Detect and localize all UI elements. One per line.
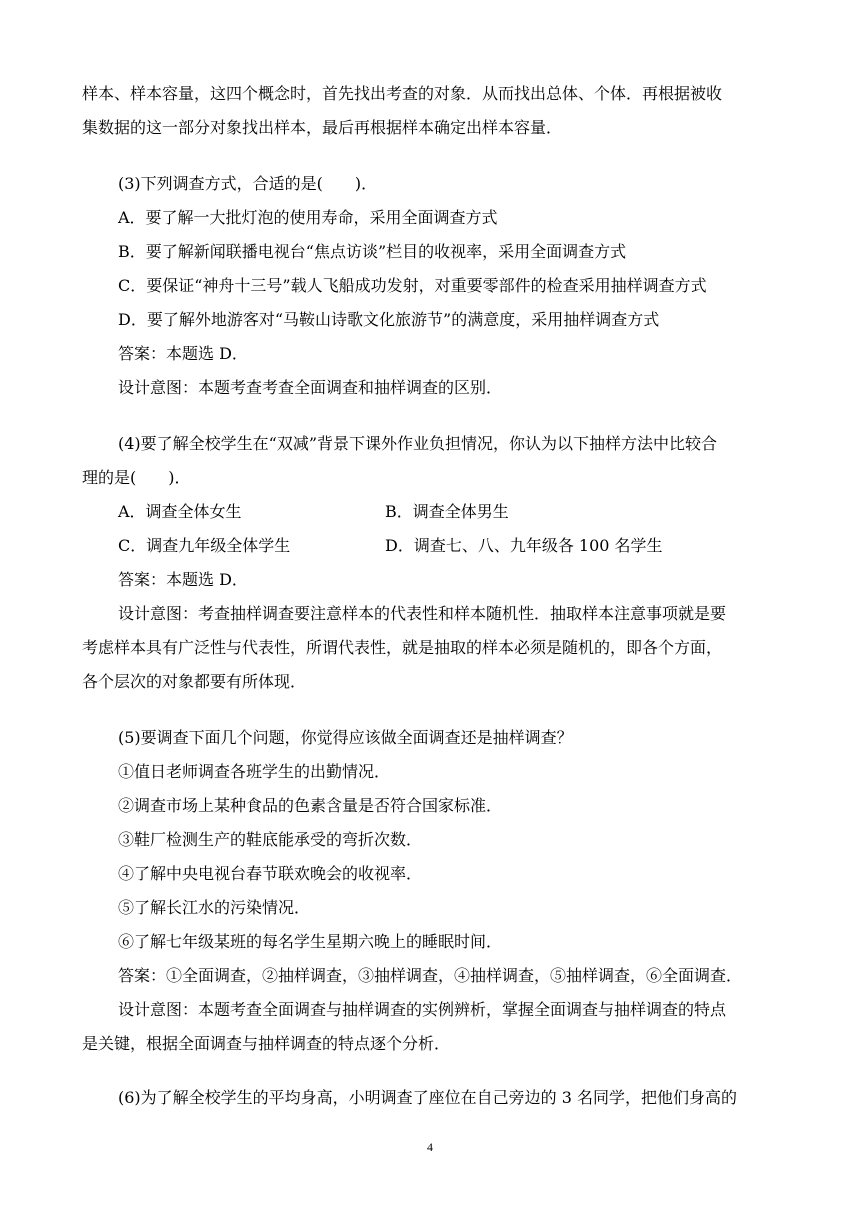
q3-option-d: D．要了解外地游客对“马鞍山诗歌文化旅游节”的满意度，采用抽样调查方式 — [118, 310, 660, 329]
q4-answer: 答案：本题选 D． — [118, 570, 248, 589]
q4-option-c: C．调查九年级全体学生 — [118, 536, 291, 555]
q5-answer: 答案：①全面调查，②抽样调查，③抽样调查，④抽样调查，⑤抽样调查，⑥全面调查． — [118, 966, 743, 985]
q3-option-a: A．要了解一大批灯泡的使用寿命，采用全面调查方式 — [118, 208, 498, 227]
q4-design-line-1: 设计意图：考查抽样调查要注意样本的代表性和样本随机性．抽取样本注意事项就是要 — [118, 604, 727, 623]
q5-item-4: ④了解中央电视台春节联欢晚会的收视率． — [118, 864, 423, 883]
intro-line-2: 集数据的这一部分对象找出样本，最后再根据样本确定出样本容量． — [82, 118, 563, 137]
q3-option-c: C．要保证“神舟十三号”载人飞船成功发射，对重要零部件的检查采用抽样调查方式 — [118, 276, 707, 295]
q3-option-b: B．要了解新闻联播电视台“焦点访谈”栏目的收视率，采用全面调查方式 — [118, 242, 627, 261]
q4-option-d: D．调查七、八、九年级各 100 名学生 — [385, 536, 663, 555]
q4-stem-line-1: (4)要了解全校学生在“双减”背景下课外作业负担情况，你认为以下抽样方法中比较合 — [118, 434, 718, 453]
q3-design-intent: 设计意图：本题考查考查全面调查和抽样调查的区别． — [118, 378, 503, 397]
q5-stem: (5)要调查下面几个问题，你觉得应该做全面调查还是抽样调查？ — [118, 728, 573, 747]
q4-option-a: A．调查全体女生 — [118, 502, 242, 521]
q6-stem-line-1: (6)为了解全校学生的平均身高，小明调查了座位在自己旁边的 3 名同学，把他们身高的 — [118, 1088, 738, 1107]
q4-design-line-3: 各个层次的对象都要有所体现． — [82, 672, 307, 691]
q3-stem: (3)下列调查方式，合适的是( )． — [118, 174, 378, 193]
q5-design-line-1: 设计意图：本题考查全面调查与抽样调查的实例辨析，掌握全面调查与抽样调查的特点 — [118, 1000, 727, 1019]
q4-options-row-2 — [0, 536, 860, 556]
q3-answer: 答案：本题选 D． — [118, 344, 248, 363]
q5-item-5: ⑤了解长江水的污染情况． — [118, 898, 311, 917]
q5-item-3: ③鞋厂检测生产的鞋底能承受的弯折次数． — [118, 830, 423, 849]
intro-line-1: 样本、样本容量，这四个概念时，首先找出考查的对象．从而找出总体、个体．再根据被收 — [82, 84, 723, 103]
page-number: 4 — [427, 1140, 433, 1154]
q5-item-1: ①值日老师调查各班学生的出勤情况． — [118, 762, 391, 781]
q5-item-6: ⑥了解七年级某班的每名学生星期六晚上的睡眠时间． — [118, 932, 503, 951]
q4-option-b: B．调查全体男生 — [385, 502, 509, 521]
q4-design-line-2: 考虑样本具有广泛性与代表性，所谓代表性，就是抽取的样本必须是随机的，即各个方面， — [82, 638, 723, 657]
q4-stem-line-2: 理的是( )． — [82, 468, 191, 487]
q4-options-row-1 — [0, 502, 860, 522]
q5-design-line-2: 是关键，根据全面调查与抽样调查的特点逐个分析． — [82, 1034, 451, 1053]
q5-item-2: ②调查市场上某种食品的色素含量是否符合国家标准． — [118, 796, 503, 815]
